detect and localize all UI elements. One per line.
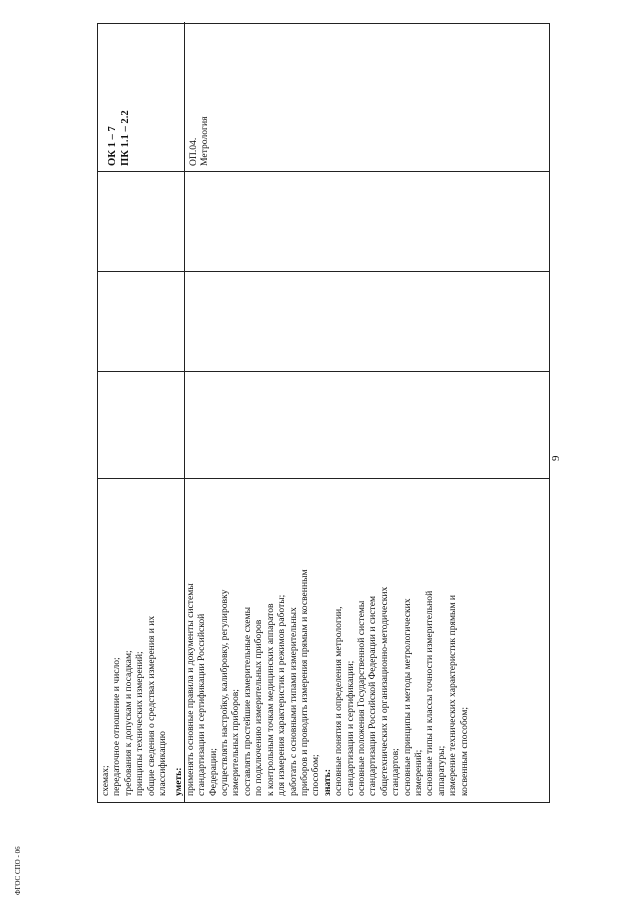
- text-line: осуществлять настройку, калибровку, регулировку: [219, 589, 231, 796]
- text-line: измерение технических характеристик прямым и: [447, 594, 459, 796]
- discipline-name: Метрология: [199, 116, 211, 166]
- text-line: составлять простейшие измерительные схемы: [241, 606, 253, 796]
- pk-codes: ПК 1.1 – 2.2: [120, 110, 131, 166]
- text-line: общие сведения о средствах измерения и их: [145, 615, 157, 796]
- text-line: стандартов;: [390, 748, 402, 796]
- text-line: косвенным способом;: [458, 706, 470, 796]
- column-divider: [98, 271, 549, 272]
- text-line: общетехнических и организационно-методических: [378, 586, 390, 796]
- text-line: основные типы и классы точности измерительной: [424, 590, 436, 796]
- text-line: стандартизации Российской Федерации и систем: [367, 595, 379, 796]
- text-line: измерений;: [412, 749, 424, 796]
- umet-heading: уметь:: [173, 767, 185, 796]
- competency-table: [97, 23, 550, 803]
- text-line: основные принципы и методы метрологических: [401, 598, 413, 796]
- text-line: основные понятия и определения метрологии,: [333, 606, 345, 796]
- text-line: к контрольным точкам медицинских аппаратов: [264, 603, 276, 796]
- column-divider: [98, 478, 549, 479]
- text-line: передаточное отношение и число;: [111, 657, 123, 796]
- discipline-index: ОП.04.: [188, 137, 199, 166]
- text-line: схемах;: [100, 765, 111, 796]
- column-divider: [98, 371, 549, 372]
- text-line: измерительных приборов;: [230, 689, 242, 796]
- text-line: стандартизации и сертификации Российской: [196, 613, 208, 796]
- text-line: способом;: [310, 754, 322, 796]
- skills-cell: [100, 569, 470, 796]
- text-line: для измерения характеристик и режимов работы;: [276, 594, 288, 796]
- text-line: классификацию: [157, 731, 169, 796]
- text-line: аппаратуры;: [435, 745, 447, 796]
- text-line: стандартизации и сертификации;: [344, 660, 356, 796]
- text-line: требования к допускам и посадкам;: [122, 650, 134, 796]
- competencies-cell: [106, 110, 132, 166]
- text-line: применять основные правила и документы системы: [184, 583, 196, 796]
- text-line: по подключению измерительных приборов: [253, 619, 265, 796]
- discipline-cell: [188, 116, 211, 166]
- page-number: 9: [550, 455, 562, 461]
- ok-codes: ОК 1 – 7: [107, 126, 118, 166]
- text-line: принципы технических измерений;: [134, 651, 146, 796]
- znat-heading: знать:: [321, 769, 333, 796]
- text-line: приборов и проводить измерения прямым и косвенным: [298, 569, 310, 796]
- text-line: работать с основными типами измерительных: [287, 607, 299, 796]
- footer-code: ФГОС СПО - 06: [14, 846, 22, 895]
- text-line: основные положения Государственной системы: [355, 600, 367, 796]
- column-divider: [98, 171, 549, 172]
- text-line: Федерации;: [207, 748, 219, 796]
